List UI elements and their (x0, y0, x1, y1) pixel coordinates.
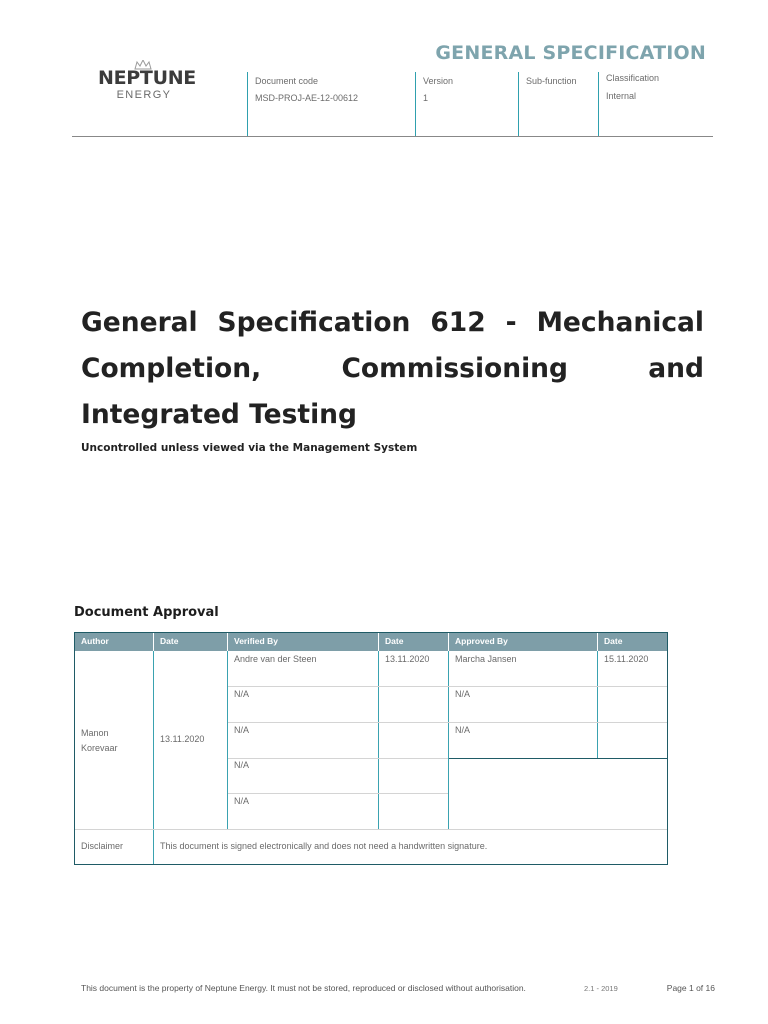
approver-name: Marcha Jansen (455, 654, 517, 664)
meta-label: Classification (606, 73, 660, 83)
meta-version (415, 72, 518, 136)
author-date: 13.11.2020 (160, 734, 205, 744)
document-title: General Specification 612 - Mechanical Completion, Commissioning and Integrated Testing (81, 307, 704, 430)
logo-name: NEPTUNE (98, 67, 196, 89)
author-name: Manon Korevaar (81, 728, 118, 753)
meta-classification (598, 72, 709, 136)
footer-page-number: Page 1 of 16 (666, 983, 715, 993)
approval-heading: Document Approval (74, 605, 219, 620)
meta-label: Version (423, 76, 454, 86)
disclaimer-text: This document is signed electronically and does not need a handwritten signature. (160, 841, 488, 851)
column-divider (448, 651, 449, 829)
row-divider (228, 758, 448, 759)
verifier-name: N/A (234, 725, 250, 735)
meta-sub-function (518, 72, 598, 136)
col-header-date: Date (154, 633, 227, 651)
col-header-approved-by: Approved By (449, 633, 597, 651)
column-divider (153, 651, 154, 864)
header-divider (72, 136, 713, 137)
col-header-verified-by: Verified By (228, 633, 378, 651)
column-divider (597, 651, 598, 758)
meta-value: MSD-PROJ-AE-12-00612 (255, 93, 359, 103)
col-header-approved-date: Date (598, 633, 667, 651)
approved-date: 15.11.2020 (604, 654, 649, 664)
footer-property-notice: This document is the property of Neptune Energy. It must not be stored, reproduced or disclosed without authorisation. (81, 983, 526, 993)
meta-value: Internal (606, 91, 637, 101)
verifier-name: N/A (234, 796, 250, 806)
meta-value: 1 (423, 93, 429, 103)
row-divider (228, 793, 448, 794)
col-header-author: Author (75, 633, 153, 651)
neptune-energy-logo (98, 60, 196, 106)
row-divider (449, 758, 667, 759)
col-header-verified-date: Date (379, 633, 448, 651)
footer-template-version: 2.1 - 2019 (584, 984, 618, 993)
column-divider (227, 651, 228, 829)
approver-name: N/A (455, 725, 471, 735)
meta-document-code (247, 72, 415, 136)
uncontrolled-notice: Uncontrolled unless viewed via the Management System (81, 442, 418, 454)
verified-date: 13.11.2020 (385, 654, 430, 664)
approver-name: N/A (455, 689, 471, 699)
disclaimer-divider (75, 829, 667, 830)
verifier-name: Andre van der Steen (234, 654, 317, 664)
row-divider (228, 686, 667, 687)
logo-subtitle: ENERGY (116, 89, 172, 101)
verifier-name: N/A (234, 689, 250, 699)
column-divider (378, 651, 379, 829)
approval-table (74, 632, 668, 865)
meta-label: Sub-function (526, 76, 577, 86)
disclaimer-label: Disclaimer (81, 841, 124, 851)
verifier-name: N/A (234, 760, 250, 770)
document-type-heading: GENERAL SPECIFICATION (435, 42, 706, 64)
meta-label: Document code (255, 76, 319, 86)
row-divider (228, 722, 667, 723)
